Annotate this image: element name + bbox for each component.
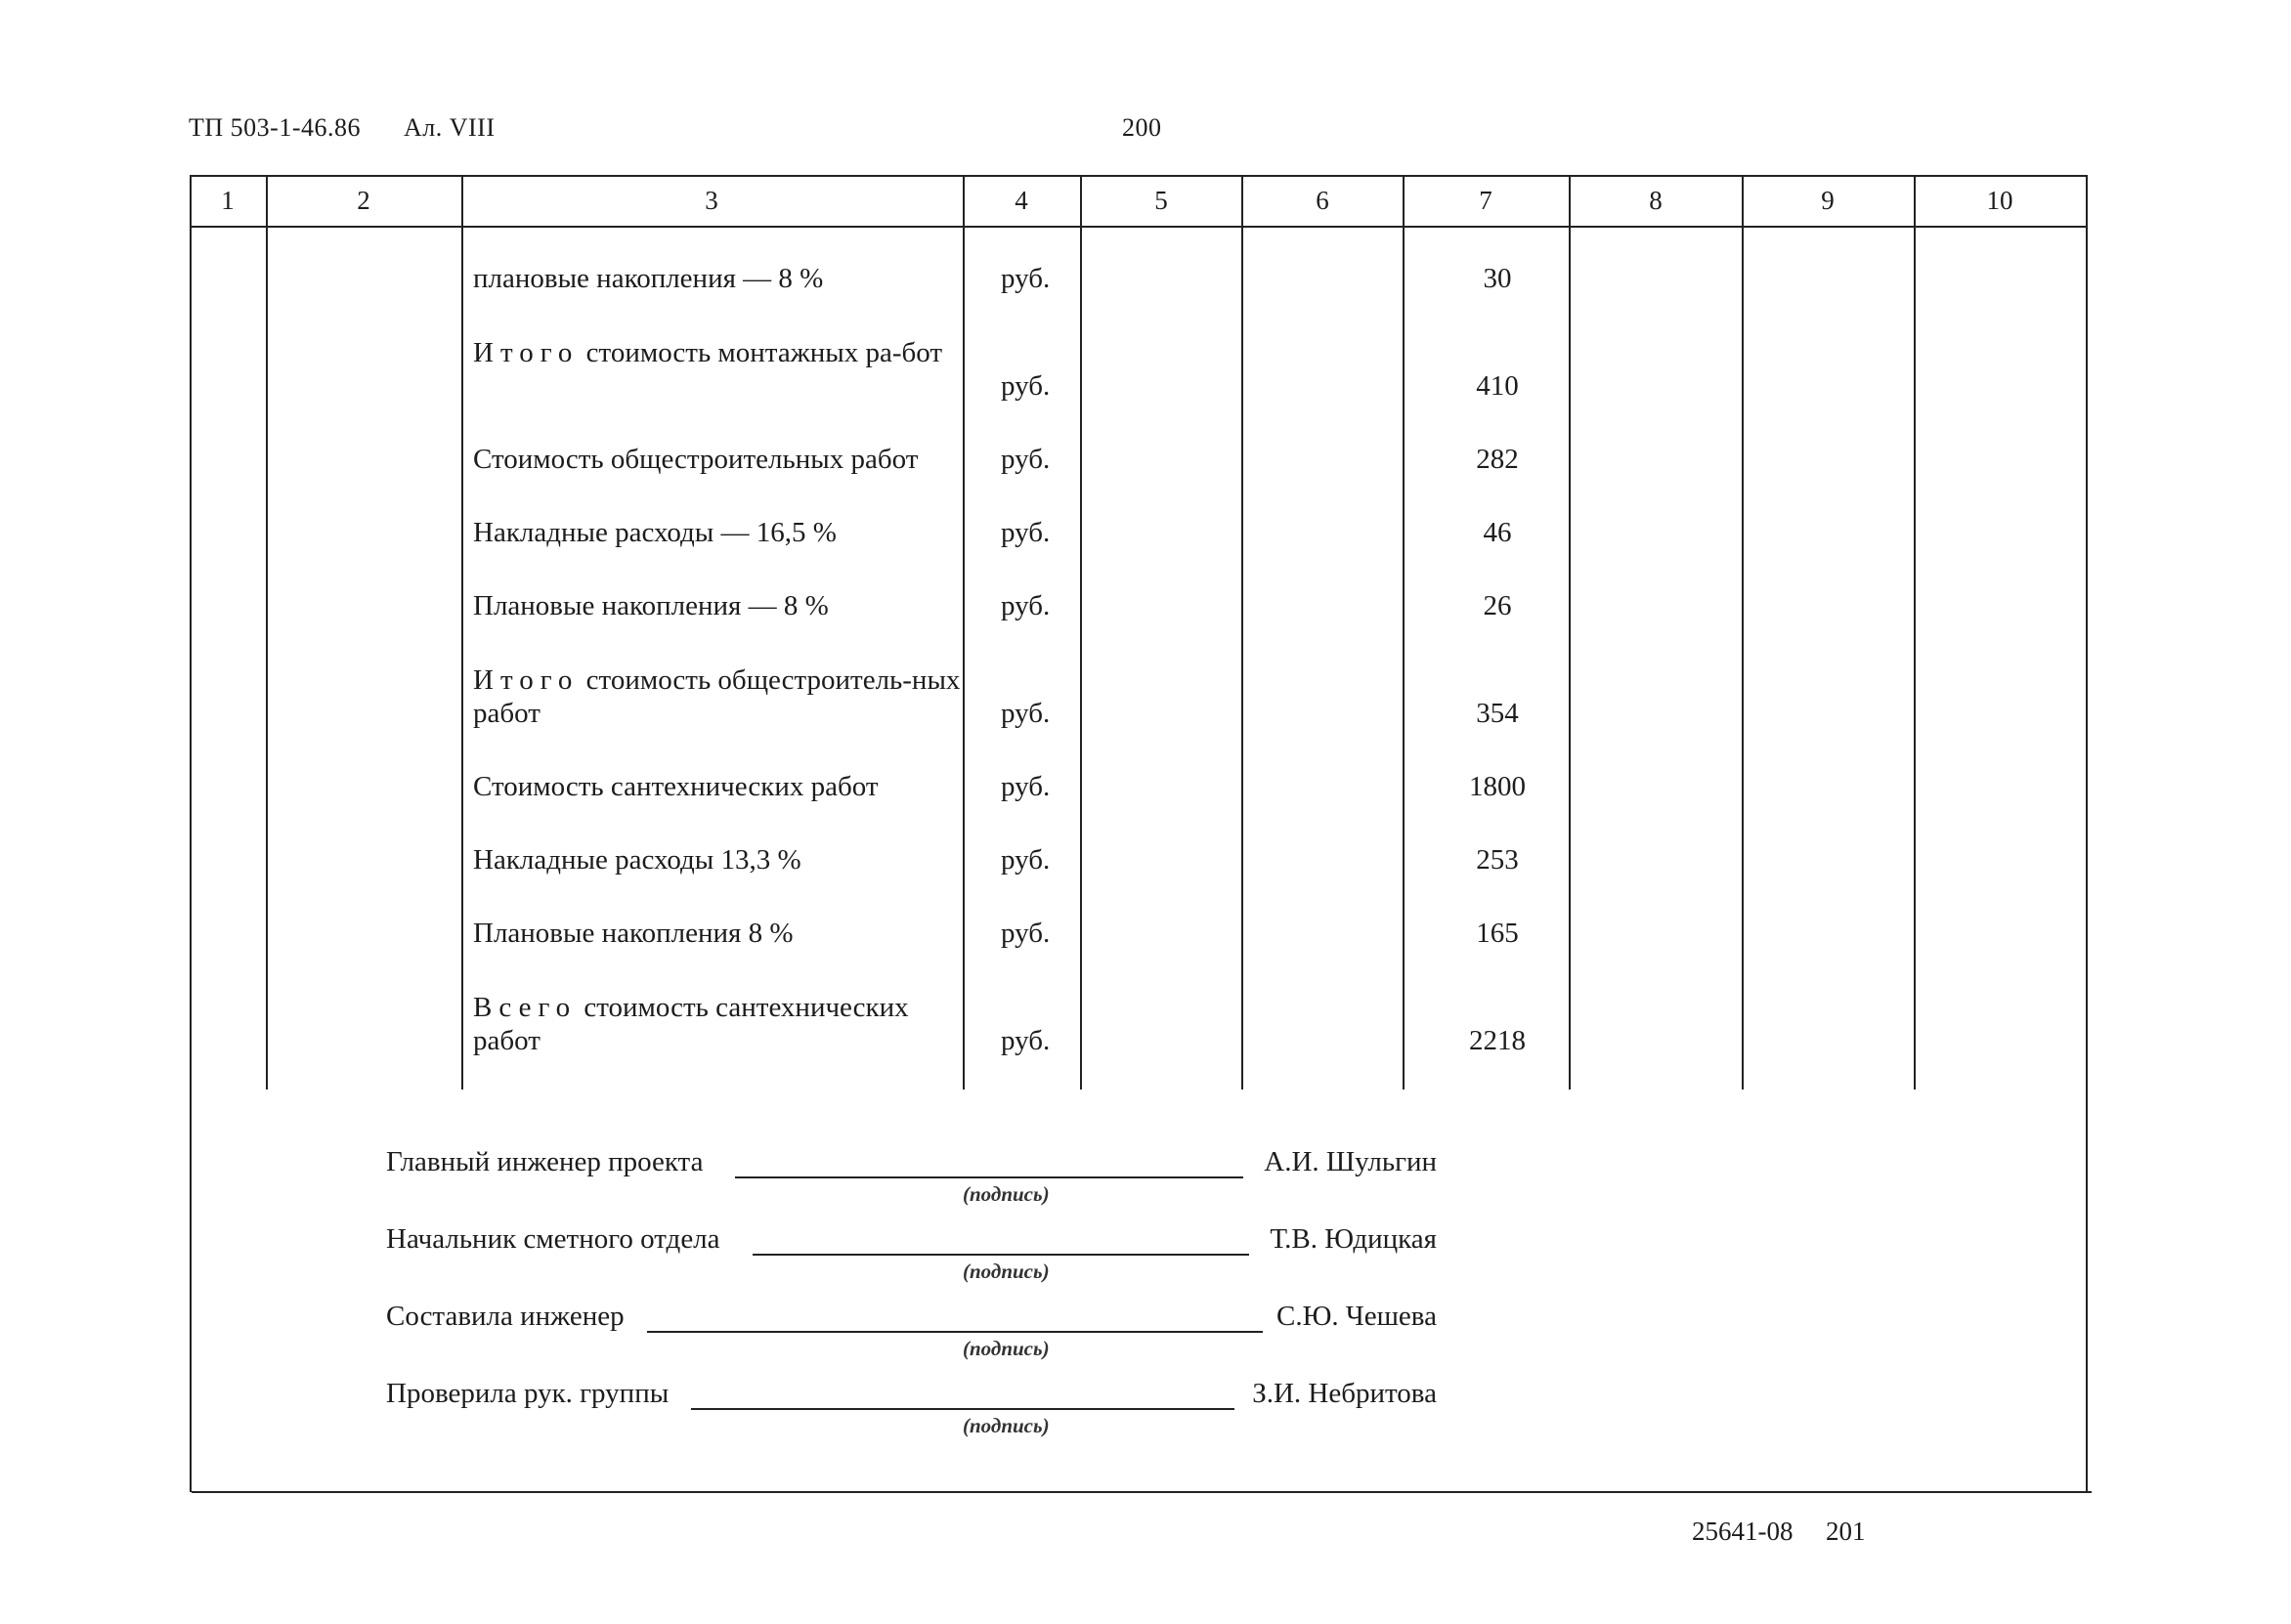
row-unit: руб. [1001, 370, 1051, 402]
footer-page-number: 201 [1826, 1517, 1866, 1546]
row-unit: руб. [1001, 771, 1051, 802]
row-unit: руб. [1001, 918, 1051, 949]
row-value: 282 [1476, 444, 1519, 475]
row-value: 165 [1476, 918, 1519, 949]
signature-name: Т.В. Юдицкая [1270, 1223, 1437, 1255]
signature-role: Начальник сметного отдела [386, 1223, 720, 1255]
signature-name: З.И. Небритова [1252, 1378, 1437, 1409]
column-number: 7 [1479, 186, 1492, 215]
row-description [473, 991, 967, 1057]
row-description: Стоимость сантехнических работ [473, 771, 879, 802]
column-number: 10 [1986, 186, 2013, 215]
row-description: Накладные расходы — 16,5 % [473, 517, 837, 548]
row-description-emphasis: Всего [473, 992, 578, 1023]
row-description-text: стоимость общестроитель-ных работ [473, 664, 961, 729]
column-number: 4 [1015, 186, 1028, 215]
column-number: 9 [1821, 186, 1835, 215]
row-value: 26 [1483, 590, 1512, 621]
row-unit: руб. [1001, 590, 1051, 621]
footer-code: 25641-08 [1692, 1517, 1794, 1546]
row-value: 30 [1483, 263, 1512, 294]
column-number: 6 [1316, 186, 1329, 215]
column-number: 2 [357, 186, 370, 215]
row-description-text: стоимость сантехнических работ [473, 992, 909, 1056]
row-unit: руб. [1001, 1025, 1051, 1056]
row-description: Плановые накопления 8 % [473, 918, 794, 949]
signature-hint: (подпись) [963, 1182, 1050, 1206]
row-value: 2218 [1469, 1025, 1526, 1056]
column-number: 1 [221, 186, 235, 215]
row-description: Накладные расходы 13,3 % [473, 844, 801, 876]
row-value: 46 [1483, 517, 1512, 548]
signature-name: С.Ю. Чешева [1275, 1301, 1437, 1332]
row-value: 253 [1476, 844, 1519, 876]
row-value: 1800 [1469, 771, 1526, 802]
row-description-emphasis: Итого [473, 664, 580, 696]
column-number: 8 [1649, 186, 1663, 215]
signature-role: Главный инженер проекта [386, 1146, 704, 1177]
column-number: 5 [1154, 186, 1168, 215]
row-unit: руб. [1001, 698, 1051, 729]
signature-hint: (подпись) [963, 1337, 1050, 1360]
row-value: 354 [1476, 698, 1519, 729]
row-description-emphasis: Итого [473, 337, 580, 368]
signature-name: А.И. Шульгин [1264, 1146, 1437, 1177]
document-code: ТП 503-1-46.86 [189, 113, 361, 142]
page-number: 200 [1122, 113, 1162, 142]
row-description [473, 336, 967, 369]
row-unit: руб. [1001, 517, 1051, 548]
signature-hint: (подпись) [963, 1414, 1050, 1437]
row-value: 410 [1476, 370, 1519, 402]
signature-role: Составила инженер [386, 1301, 625, 1332]
row-description: Плановые накопления — 8 % [473, 590, 829, 621]
signature-hint: (подпись) [963, 1260, 1050, 1283]
row-description [473, 663, 967, 730]
row-description-text: стоимость монтажных ра-бот [579, 337, 943, 368]
row-unit: руб. [1001, 444, 1051, 475]
signature-role: Проверила рук. группы [386, 1378, 670, 1409]
row-unit: руб. [1001, 844, 1051, 876]
sheet-label: Ал. VIII [404, 113, 496, 142]
row-description: Стоимость общестроительных работ [473, 444, 919, 475]
row-unit: руб. [1001, 263, 1051, 294]
row-description: плановые накопления — 8 % [473, 263, 824, 294]
column-number: 3 [705, 186, 718, 215]
